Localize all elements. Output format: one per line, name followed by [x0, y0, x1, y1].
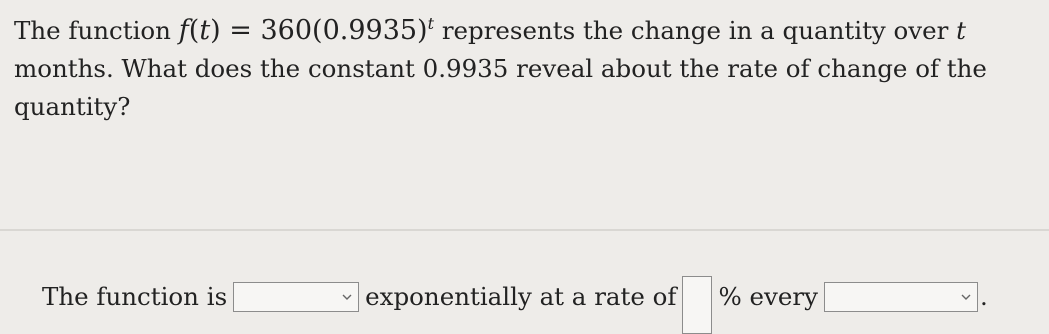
growth-type-dropdown[interactable] [233, 282, 359, 312]
answer-middle: exponentially at a rate of [365, 282, 677, 311]
question-text [14, 12, 1034, 126]
variable-t: t [956, 16, 966, 45]
chevron-down-icon [341, 292, 353, 302]
answer-period: . [979, 282, 988, 311]
function-expression: $f(t) = 360(0.9935)^t$ [178, 14, 435, 46]
question-middle: represents the change in a quantity over [434, 16, 957, 45]
answer-sentence [42, 268, 988, 326]
time-period-dropdown[interactable] [824, 282, 978, 312]
chevron-down-icon [960, 292, 972, 302]
question-intro: The function [14, 16, 179, 45]
answer-prefix: The function is [42, 282, 228, 311]
rate-percent-input[interactable] [682, 276, 712, 334]
question-rest: months. What does the constant 0.9935 reveal about the rate of change of the quantity? [14, 54, 987, 121]
section-divider [0, 229, 1049, 231]
percent-every-label: % every [718, 282, 818, 311]
function-exponent: t [427, 14, 435, 33]
